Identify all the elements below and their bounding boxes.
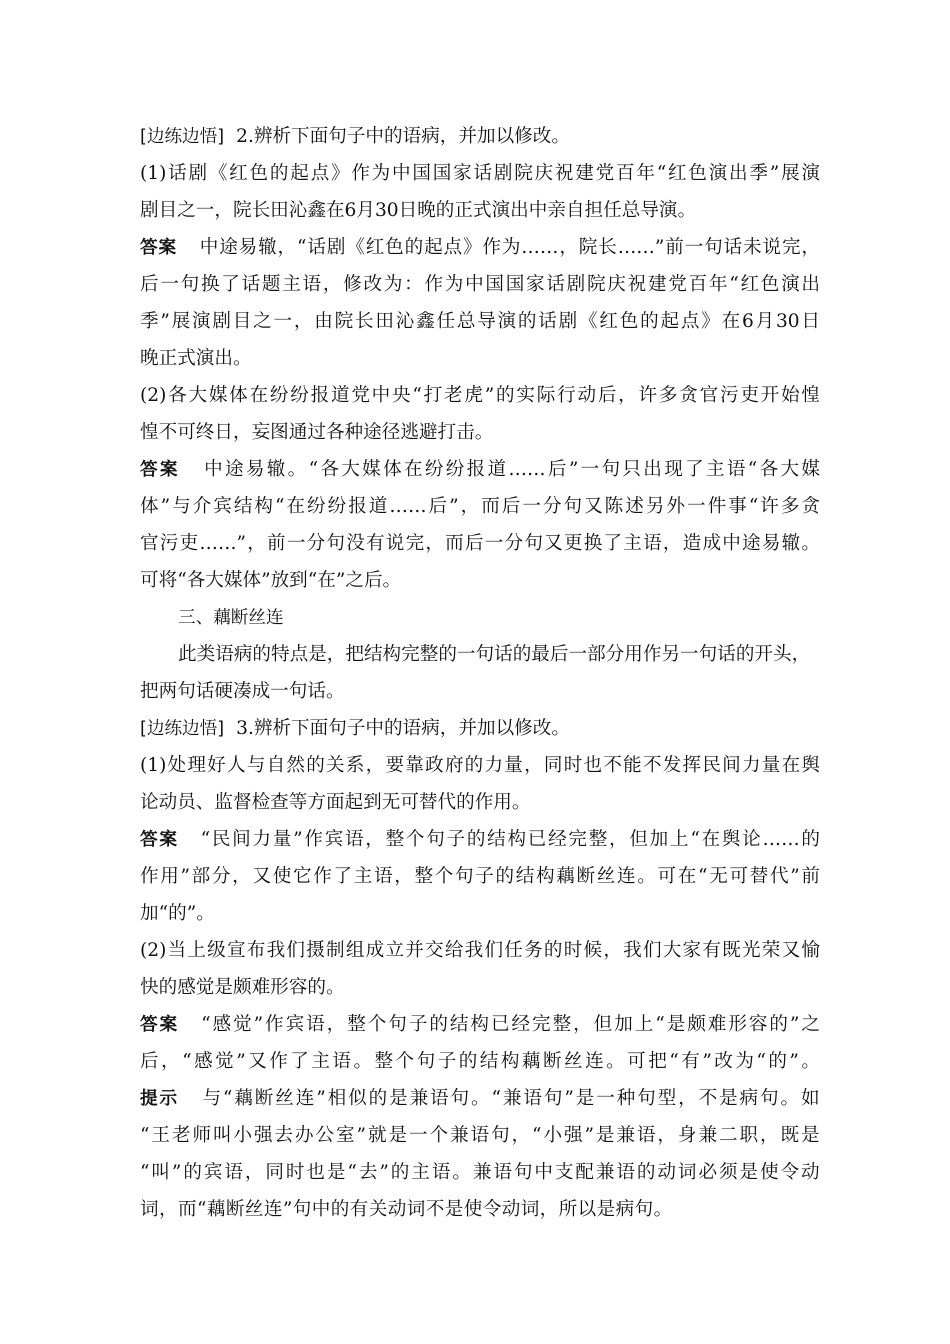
answer-label: 答案 (140, 830, 179, 850)
answer-line: 后一句换了话题主语，修改为：作为中国国家话剧院庆祝建党百年“红色演出 (140, 274, 820, 295)
answer-line: 官污吏……”，前一分句没有说完，而后一分句又更换了主语，造成中途易辙。 (140, 533, 820, 554)
exercise-tag: [边练边悟] (140, 719, 225, 739)
answer-label: 答案 (140, 1015, 180, 1035)
tip-line: “叫”的宾语，同时也是“去”的主语。兼语句中支配兼语的动词必须是使令动 (140, 1162, 820, 1183)
answer-line: 作用”部分，又使它作了主语，整个句子的结构藕断丝连。可在“无可替代”前 (140, 866, 820, 887)
question-line: 快的感觉是颇难形容的。 (140, 977, 345, 998)
answer-line (140, 451, 820, 488)
answer-text: “感觉”作宾语，整个句子的结构已经完整，但加上“是颇难形容的”之 (201, 1014, 820, 1035)
question-line: 论动员、监督检查等方面起到无可替代的作用。 (140, 792, 531, 813)
answer-line (140, 229, 820, 266)
question-line: (2)各大媒体在纷纷报道党中央“打老虎”的实际行动后，许多贪官污吏开始惶 (140, 385, 820, 406)
question-line: 剧目之一，院长田沁鑫在6月30日晚的正式演出中亲自担任总导演。 (140, 200, 697, 221)
answer-line: 后，“感觉”又作了主语。整个句子的结构藕断丝连。可把“有”改为“的”。 (140, 1051, 820, 1072)
tip-text: 与“藕断丝连”相似的是兼语句。“兼语句”是一种句型，不是病句。如 (200, 1088, 820, 1109)
answer-line: 可将“各大媒体”放到“在”之后。 (140, 570, 402, 591)
section-heading (140, 599, 820, 636)
tip-line (140, 1080, 820, 1117)
document-page (140, 118, 820, 1228)
answer-line: 加“的”。 (140, 903, 215, 924)
tip-label: 提示 (140, 1089, 179, 1109)
section-heading-text: 三、藕断丝连 (178, 608, 284, 628)
exercise-instruction: 2.辨析下面句子中的语病，并加以修改。 (236, 126, 570, 147)
answer-line: 晚正式演出。 (140, 348, 252, 369)
question-line: (1)处理好人与自然的关系，要靠政府的力量，同时也不能不发挥民间力量在舆 (140, 755, 820, 776)
question-line: 惶不可终日，妄图通过各种途径逃避打击。 (140, 422, 494, 443)
answer-text: “民间力量”作宾语，整个句子的结构已经完整，但加上“在舆论……的 (200, 829, 820, 850)
answer-text: 中途易辙。“各大媒体在纷纷报道……后”一句只出现了主语“各大媒 (201, 459, 820, 480)
answer-label: 答案 (140, 460, 180, 480)
tip-line: “王老师叫小强去办公室”就是一个兼语句，“小强”是兼语，身兼二职，既是 (140, 1125, 820, 1146)
exercise-instruction: 3.辨析下面句子中的语病，并加以修改。 (236, 718, 570, 739)
answer-line: 季”展演剧目之一，由院长田沁鑫任总导演的话剧《红色的起点》在6月30日 (140, 311, 820, 332)
exercise-prompt-2 (140, 118, 820, 155)
question-line: (2)当上级宣布我们摄制组成立并交给我们任务的时候，我们大家有既光荣又愉 (140, 940, 820, 961)
question-line: (1)话剧《红色的起点》作为中国国家话剧院庆祝建党百年“红色演出季”展演 (140, 163, 820, 184)
answer-text: 中途易辙，“话剧《红色的起点》作为……，院长……”前一句话未说完， (198, 237, 820, 258)
answer-label: 答案 (140, 238, 177, 258)
answer-line (140, 821, 820, 858)
exercise-tag: [边练边悟] (140, 127, 225, 147)
paragraph-line: 把两句话硬凑成一句话。 (140, 681, 345, 702)
answer-line (140, 1006, 820, 1043)
paragraph-line: 此类语病的特点是，把结构完整的一句话的最后一部分用作另一句话的开头， (178, 644, 811, 665)
exercise-prompt-3 (140, 710, 820, 747)
tip-line: 词，而“藕断丝连”句中的有关动词不是使令动词，所以是病句。 (140, 1199, 673, 1220)
answer-line: 体”与介宾结构“在纷纷报道……后”，而后一分句又陈述另外一件事“许多贪 (140, 496, 820, 517)
